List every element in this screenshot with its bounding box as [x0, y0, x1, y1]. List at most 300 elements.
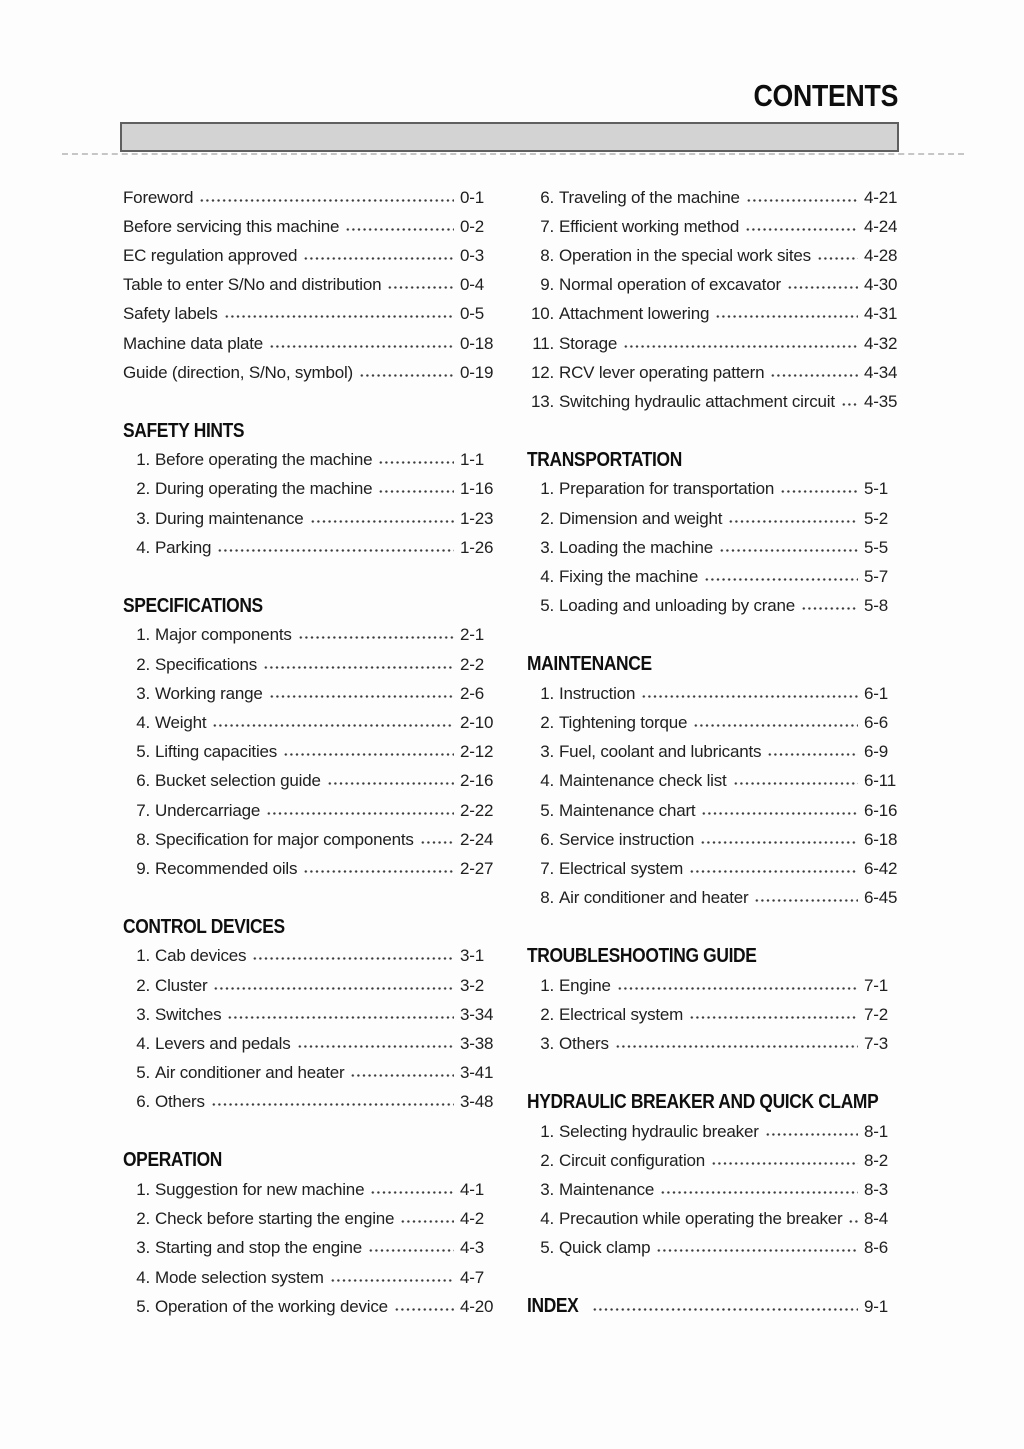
- toc-section: [123, 592, 498, 884]
- toc-entry-label: Switching hydraulic attachment circuit: [559, 391, 835, 411]
- toc-entry-number: 9.: [540, 275, 554, 295]
- toc-entry-page: 3-38: [460, 1034, 494, 1054]
- toc-section: [527, 650, 902, 913]
- toc-entry-page: 1-1: [460, 450, 484, 470]
- toc-column-left: [123, 183, 498, 1321]
- section-header-row: [527, 1292, 902, 1321]
- toc-entry-number: 6.: [540, 829, 554, 849]
- toc-entry: [123, 271, 498, 300]
- toc-entry-label: Recommended oils: [155, 858, 298, 878]
- toc-entry: [123, 1234, 498, 1263]
- toc-entry: [527, 1205, 902, 1234]
- toc-entry-page: 0-18: [460, 333, 494, 353]
- toc-entry-page: 4-1: [460, 1179, 484, 1199]
- dot-leader: [199, 199, 454, 202]
- section-header-row: [527, 446, 902, 475]
- toc-entry-number: 3.: [540, 1034, 554, 1054]
- toc-entry: [123, 738, 498, 767]
- toc-entry-label: Service instruction: [559, 829, 695, 849]
- toc-entry: [123, 1205, 498, 1234]
- toc-entry-page: 8-3: [864, 1179, 888, 1199]
- toc-entry-number: 4.: [540, 567, 554, 587]
- toc-entry-label: Specification for major components: [155, 829, 414, 849]
- dot-leader: [745, 228, 858, 231]
- toc-entry-label: Operation in the special work sites: [559, 245, 811, 265]
- toc-entry-number: 6.: [540, 187, 554, 207]
- toc-entry-number: 5.: [540, 800, 554, 820]
- toc-entry-number: 7.: [136, 800, 150, 820]
- toc-entry-label: Switches: [155, 1004, 222, 1024]
- toc-entry-number: 1.: [136, 1179, 150, 1199]
- toc-entry-label: During maintenance: [155, 508, 304, 528]
- toc-entry: [527, 738, 902, 767]
- toc-entry: [527, 241, 902, 270]
- toc-entry-label: Check before starting the engine: [155, 1209, 395, 1229]
- toc-entry-label: Lifting capacities: [155, 742, 278, 762]
- toc-entry: [123, 1059, 498, 1088]
- toc-entry-page: 2-1: [460, 625, 484, 645]
- dot-leader: [592, 1308, 858, 1311]
- toc-entry-number: 2.: [540, 1150, 554, 1170]
- dot-leader: [701, 812, 858, 815]
- toc-entry-page: 6-16: [864, 800, 898, 820]
- toc-entry-number: 1.: [136, 450, 150, 470]
- toc-entry-page: 6-11: [864, 771, 896, 791]
- toc-entry-number: 1.: [540, 479, 554, 499]
- toc-entry: [123, 679, 498, 708]
- section-header: SAFETY HINTS: [123, 419, 245, 442]
- toc-entry: [123, 1292, 498, 1321]
- toc-entry-page: 5-7: [864, 567, 888, 587]
- toc-entry-page: 0-1: [460, 187, 484, 207]
- toc-entry: [527, 183, 902, 212]
- toc-entry-label: Bucket selection guide: [155, 771, 321, 791]
- toc-entry-label: Others: [559, 1034, 609, 1054]
- toc-entry-number: 9.: [136, 858, 150, 878]
- dot-leader: [263, 666, 454, 669]
- toc-entry-number: 2.: [540, 712, 554, 732]
- toc-entry-number: 5.: [136, 1063, 150, 1083]
- toc-entry-number: 5.: [540, 596, 554, 616]
- toc-entry-page: 2-24: [460, 829, 494, 849]
- toc-entry-page: 2-10: [460, 712, 494, 732]
- toc-entry: [527, 271, 902, 300]
- dot-leader: [746, 199, 858, 202]
- toc-entry-number: 12.: [530, 362, 554, 382]
- toc-entry: [527, 854, 902, 883]
- section-header: OPERATION: [123, 1149, 223, 1172]
- toc-entry: [527, 533, 902, 562]
- toc-entry-label: Electrical system: [559, 858, 684, 878]
- toc-entry-page: 4-20: [460, 1296, 494, 1316]
- toc-entry-number: 4.: [540, 1209, 554, 1229]
- toc-entry-page: 5-8: [864, 596, 888, 616]
- toc-entry-number: 3.: [136, 508, 150, 528]
- dot-leader: [387, 286, 454, 289]
- toc-entry-label: Before servicing this machine: [123, 216, 340, 236]
- toc-entry-page: 4-28: [864, 245, 898, 265]
- dot-leader: [660, 1191, 858, 1194]
- toc-entry: [123, 1029, 498, 1058]
- toc-entry: [123, 942, 498, 971]
- toc-entry-number: 1.: [540, 975, 554, 995]
- toc-entry-label: Working range: [155, 683, 263, 703]
- toc-entry: [123, 358, 498, 387]
- toc-entry-number: 8.: [540, 888, 554, 908]
- toc-entry-label: Maintenance check list: [559, 771, 727, 791]
- toc-section: [123, 913, 498, 1117]
- toc-entry-page: 2-12: [460, 742, 494, 762]
- dot-leader: [689, 1016, 858, 1019]
- toc-entry: [123, 475, 498, 504]
- dot-leader: [297, 1045, 454, 1048]
- toc-section: [527, 1088, 902, 1263]
- dot-leader: [252, 957, 454, 960]
- dot-leader: [213, 987, 454, 990]
- dot-leader: [641, 695, 858, 698]
- toc-entry: [527, 1000, 902, 1029]
- toc-entry-number: 7.: [540, 216, 554, 236]
- toc-entry-page: 3-34: [460, 1004, 494, 1024]
- toc-entry-label: Instruction: [559, 683, 636, 703]
- toc-entry-page: 2-16: [460, 771, 494, 791]
- dot-leader: [224, 315, 454, 318]
- toc-entry: [123, 650, 498, 679]
- toc-entry: [527, 1234, 902, 1263]
- toc-entry-page: 0-4: [460, 275, 484, 295]
- toc-entry: [123, 533, 498, 562]
- toc-entry: [527, 562, 902, 591]
- dot-leader: [345, 228, 454, 231]
- toc-entry-number: 1.: [540, 1121, 554, 1141]
- toc-entry-label: Specifications: [155, 654, 258, 674]
- toc-entry-number: 2.: [136, 1209, 150, 1229]
- toc-entry-number: 5.: [136, 1296, 150, 1316]
- toc-entry-label: Operation of the working device: [155, 1296, 388, 1316]
- toc-entry-label: Mode selection system: [155, 1267, 324, 1287]
- toc-entry: [123, 241, 498, 270]
- toc-entry-page: 4-31: [864, 304, 898, 324]
- toc-entry-page: 5-5: [864, 537, 888, 557]
- dot-leader: [303, 257, 454, 260]
- toc-entry-label: Air conditioner and heater: [155, 1063, 345, 1083]
- dot-leader: [719, 549, 858, 552]
- toc-entry-number: 3.: [136, 1238, 150, 1258]
- toc-entry-label: Guide (direction, S/No, symbol): [123, 362, 353, 382]
- toc-entry: [527, 971, 902, 1000]
- toc-entry-number: 4.: [136, 712, 150, 732]
- dot-leader: [217, 549, 454, 552]
- toc-entry: [527, 475, 902, 504]
- toc-entry-label: Fuel, coolant and lubricants: [559, 742, 762, 762]
- dot-leader: [801, 607, 858, 610]
- toc-entry-page: 5-1: [864, 479, 888, 499]
- toc-entry-label: Cab devices: [155, 946, 247, 966]
- dot-leader: [211, 1103, 454, 1106]
- toc-entry-label: Air conditioner and heater: [559, 888, 749, 908]
- toc-entry-number: 8.: [540, 245, 554, 265]
- dot-leader: [368, 1249, 454, 1252]
- dot-leader: [689, 870, 858, 873]
- section-header-row: [123, 417, 498, 446]
- toc-entry-label: Levers and pedals: [155, 1034, 291, 1054]
- toc-entry-page: 0-2: [460, 216, 484, 236]
- toc-entry-label: Loading and unloading by crane: [559, 596, 795, 616]
- toc-entry-label: EC regulation approved: [123, 245, 298, 265]
- toc-entry-page: 0-19: [460, 362, 494, 382]
- toc-entry-number: 4.: [136, 537, 150, 557]
- toc-entry-page: 8-4: [864, 1209, 888, 1229]
- toc-entry-label: Maintenance: [559, 1179, 655, 1199]
- dot-leader: [298, 636, 454, 639]
- toc-entry-label: RCV lever operating pattern: [559, 362, 765, 382]
- toc-entry-number: 11.: [532, 333, 554, 353]
- toc-entry-page: 3-48: [460, 1092, 494, 1112]
- toc-entry-label: Loading the machine: [559, 537, 714, 557]
- toc-entry-number: 6.: [136, 771, 150, 791]
- toc-entry-page: 4-32: [864, 333, 898, 353]
- toc-entry: [123, 621, 498, 650]
- toc-entry-page: 6-42: [864, 858, 898, 878]
- toc-entry-number: 1.: [136, 625, 150, 645]
- section-header: INDEX: [527, 1295, 579, 1318]
- dot-leader: [269, 695, 454, 698]
- toc-entry: [527, 679, 902, 708]
- toc-entry-page: 2-6: [460, 683, 484, 703]
- toc-entry-page: 7-2: [864, 1004, 888, 1024]
- toc-entry: [527, 504, 902, 533]
- toc-entry-label: During operating the machine: [155, 479, 373, 499]
- toc-entry: [527, 796, 902, 825]
- toc-entry-page: 2-2: [460, 654, 484, 674]
- toc-entry-label: Parking: [155, 537, 212, 557]
- dot-leader: [780, 490, 858, 493]
- toc-entry-label: Major components: [155, 625, 292, 645]
- toc-entry-label: Weight: [155, 712, 207, 732]
- toc-entry-page: 4-34: [864, 362, 898, 382]
- toc-entry: [123, 767, 498, 796]
- dot-leader: [378, 490, 454, 493]
- toc-entry: [527, 212, 902, 241]
- toc-entry-page: 1-23: [460, 508, 494, 528]
- toc-section: [123, 1146, 498, 1321]
- dot-leader: [378, 461, 454, 464]
- dot-leader: [283, 753, 454, 756]
- toc-entry: [527, 884, 902, 913]
- toc-entry-label: Dimension and weight: [559, 508, 723, 528]
- toc-column-right: [527, 183, 902, 1321]
- toc-entry: [527, 329, 902, 358]
- toc-entry-page: 7-1: [864, 975, 888, 995]
- dot-leader: [266, 812, 454, 815]
- toc-entry: [123, 1263, 498, 1292]
- toc-entry-page: 8-6: [864, 1238, 888, 1258]
- toc-entry: [123, 971, 498, 1000]
- toc-entry-number: 3.: [136, 683, 150, 703]
- toc-entry-number: 3.: [540, 742, 554, 762]
- toc-entry-page: 6-9: [864, 742, 888, 762]
- toc-entry-label: Precaution while operating the breaker: [559, 1209, 843, 1229]
- title-underline-bar: [120, 122, 899, 152]
- toc-section: [527, 446, 902, 621]
- dot-leader: [728, 520, 858, 523]
- toc-entry: [123, 300, 498, 329]
- toc-entry: [123, 854, 498, 883]
- dot-leader: [227, 1016, 454, 1019]
- toc-entry-number: 2.: [136, 654, 150, 674]
- toc-entry: [123, 1088, 498, 1117]
- toc-entry-label: Maintenance chart: [559, 800, 696, 820]
- dot-leader: [310, 520, 454, 523]
- toc-entry-page: 8-2: [864, 1150, 888, 1170]
- toc-entry-page: 6-6: [864, 712, 888, 732]
- scan-artifact-dashed-line: [62, 153, 964, 155]
- dot-leader: [770, 374, 858, 377]
- toc-entry: [527, 300, 902, 329]
- toc-entry-number: 4.: [540, 771, 554, 791]
- dot-leader: [327, 782, 454, 785]
- toc-entry: [527, 387, 902, 416]
- toc-entry: [123, 212, 498, 241]
- toc-entry: [123, 796, 498, 825]
- toc-entry-page: 0-3: [460, 245, 484, 265]
- dot-leader: [359, 374, 454, 377]
- toc-entry-label: Machine data plate: [123, 333, 264, 353]
- toc-entry-page: 2-22: [460, 800, 494, 820]
- toc-entry-number: 1.: [136, 946, 150, 966]
- dot-leader: [330, 1279, 454, 1282]
- toc-entry-number: 2.: [540, 1004, 554, 1024]
- toc-entry-page: 6-45: [864, 888, 898, 908]
- toc-entry-number: 13.: [530, 391, 554, 411]
- dot-leader: [700, 841, 858, 844]
- toc-entry-number: 2.: [136, 479, 150, 499]
- toc-entry-label: Electrical system: [559, 1004, 684, 1024]
- toc-entry-page: 7-3: [864, 1034, 888, 1054]
- toc-entry-page: 3-1: [460, 946, 484, 966]
- dot-leader: [350, 1074, 454, 1077]
- section-header: MAINTENANCE: [527, 653, 652, 676]
- toc-entry: [123, 329, 498, 358]
- section-header: CONTROL DEVICES: [123, 915, 285, 938]
- toc-entry: [527, 1029, 902, 1058]
- toc-entry-page: 4-2: [460, 1209, 484, 1229]
- toc-entry-page: 1-26: [460, 537, 494, 557]
- toc-columns: [123, 183, 902, 1321]
- toc-entry-number: 1.: [540, 683, 554, 703]
- toc-entry: [527, 708, 902, 737]
- section-header-row: [123, 592, 498, 621]
- dot-leader: [269, 345, 454, 348]
- toc-section: [123, 417, 498, 563]
- toc-entry: [123, 1000, 498, 1029]
- toc-entry-number: 2.: [540, 508, 554, 528]
- toc-entry-page: 6-1: [864, 683, 888, 703]
- dot-leader: [711, 1162, 858, 1165]
- toc-entry-number: 3.: [540, 537, 554, 557]
- toc-entry-page: 9-1: [864, 1296, 888, 1316]
- toc-entry-label: Traveling of the machine: [559, 187, 740, 207]
- toc-entry-page: 3-41: [460, 1063, 494, 1083]
- toc-entry: [123, 1175, 498, 1204]
- toc-entry-page: 6-18: [864, 829, 898, 849]
- toc-entry: [123, 446, 498, 475]
- toc-entry-label: Preparation for transportation: [559, 479, 775, 499]
- toc-entry-label: Selecting hydraulic breaker: [559, 1121, 759, 1141]
- toc-entry-label: Before operating the machine: [155, 450, 373, 470]
- toc-entry: [527, 1175, 902, 1204]
- toc-entry-label: Table to enter S/No and distribution: [123, 275, 382, 295]
- toc-entry-page: 4-30: [864, 275, 898, 295]
- toc-entry: [123, 708, 498, 737]
- dot-leader: [656, 1249, 858, 1252]
- toc-entry-number: 5.: [540, 1238, 554, 1258]
- toc-entry-page: 2-27: [460, 858, 494, 878]
- dot-leader: [765, 1133, 858, 1136]
- toc-entry-label: Undercarriage: [155, 800, 261, 820]
- section-header-row: [527, 942, 902, 971]
- toc-entry: [527, 825, 902, 854]
- toc-entry-label: Quick clamp: [559, 1238, 651, 1258]
- toc-entry-number: 3.: [136, 1004, 150, 1024]
- dot-leader: [841, 403, 858, 406]
- toc-entry-page: 4-3: [460, 1238, 484, 1258]
- toc-entry: [527, 1117, 902, 1146]
- toc-section: [123, 183, 498, 387]
- dot-leader: [394, 1308, 454, 1311]
- toc-entry: [123, 504, 498, 533]
- section-header: SPECIFICATIONS: [123, 594, 263, 617]
- dot-leader: [617, 987, 858, 990]
- toc-entry-number: 2.: [136, 975, 150, 995]
- toc-entry-label: Efficient working method: [559, 216, 740, 236]
- section-header: HYDRAULIC BREAKER AND QUICK CLAMP: [527, 1090, 879, 1113]
- dot-leader: [615, 1045, 858, 1048]
- toc-entry-page: 3-2: [460, 975, 484, 995]
- section-header-row: [527, 1088, 902, 1117]
- toc-entry-label: Attachment lowering: [559, 304, 710, 324]
- toc-entry-number: 3.: [540, 1179, 554, 1199]
- toc-entry-page: 4-35: [864, 391, 898, 411]
- toc-entry: [527, 767, 902, 796]
- toc-entry-page: 1-16: [460, 479, 494, 499]
- toc-entry-page: 4-21: [864, 187, 898, 207]
- dot-leader: [817, 257, 858, 260]
- dot-leader: [848, 1220, 858, 1223]
- section-header: TROUBLESHOOTING GUIDE: [527, 944, 757, 967]
- toc-entry: [123, 825, 498, 854]
- dot-leader: [704, 578, 858, 581]
- dot-leader: [370, 1191, 454, 1194]
- section-header-row: [123, 1146, 498, 1175]
- toc-entry-page: 4-7: [460, 1267, 484, 1287]
- section-header-row: [123, 913, 498, 942]
- toc-section: [527, 1292, 902, 1321]
- dot-leader: [420, 841, 454, 844]
- toc-entry-page: 4-24: [864, 216, 898, 236]
- section-header-row: [527, 650, 902, 679]
- dot-leader: [733, 782, 858, 785]
- page-title: CONTENTS: [753, 78, 898, 113]
- toc-entry: [527, 592, 902, 621]
- dot-leader: [715, 315, 858, 318]
- toc-entry-number: 4.: [136, 1267, 150, 1287]
- toc-entry-page: 5-2: [864, 508, 888, 528]
- toc-entry-number: 10.: [530, 304, 554, 324]
- toc-entry-label: Normal operation of excavator: [559, 275, 781, 295]
- toc-entry: [123, 183, 498, 212]
- toc-entry-label: Safety labels: [123, 304, 218, 324]
